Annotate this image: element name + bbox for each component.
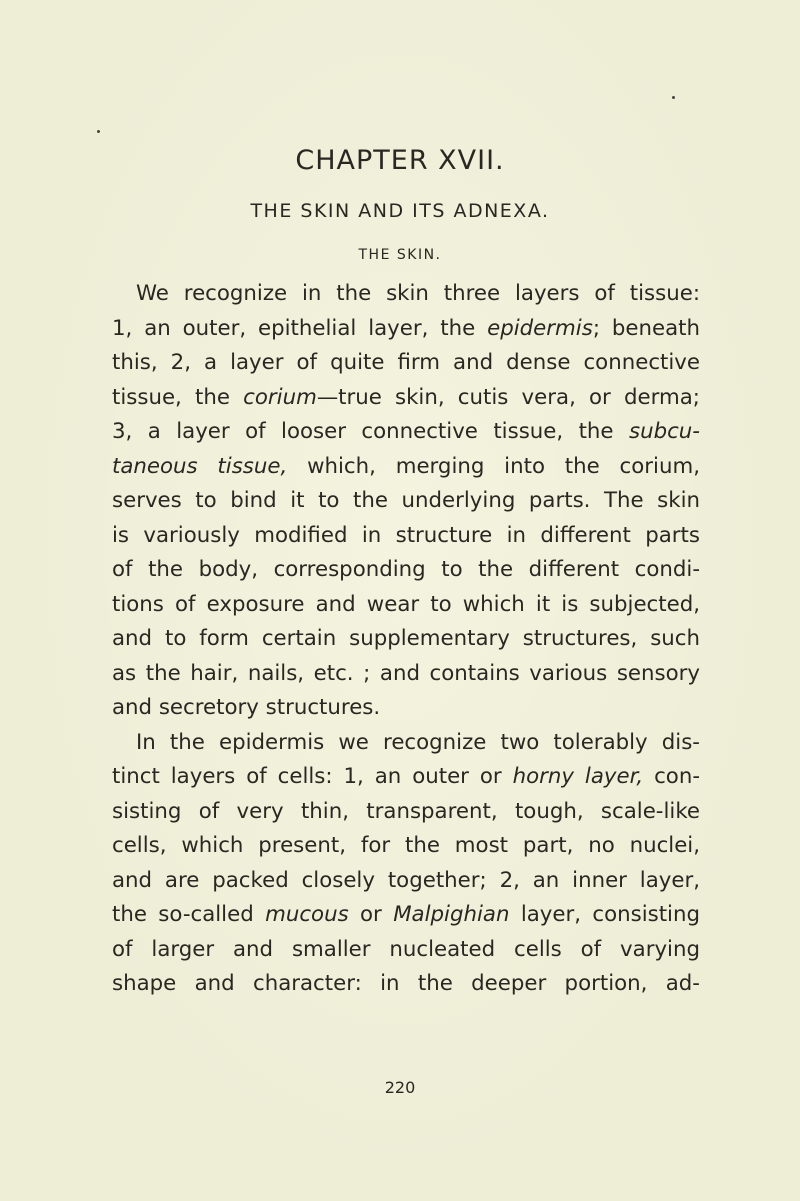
text-line: 3, a layer of looser connective tissue, the subcu- (112, 419, 700, 444)
page-number: 220 (384, 1078, 416, 1097)
chapter-subtitle: THE SKIN AND ITS ADNEXA. (250, 200, 550, 222)
text-line: tissue, the corium—true skin, cutis vera, or derma; (112, 384, 700, 410)
text-line: tinct layers of cells: 1, an outer or horny layer, con- (112, 764, 701, 789)
section-title: THE SKIN. (358, 247, 442, 263)
text-line: as the hair, nails, etc. ; and contains various sensory (112, 660, 700, 686)
text-line: of larger and smaller nucleated cells of varying (112, 936, 700, 962)
text-line: the so-called mucous or Malpighian layer, consisting (112, 902, 700, 927)
text-line: of the body, corresponding to the different condi- (112, 557, 700, 582)
text-line: sisting of very thin, transparent, tough, scale-like (112, 798, 700, 824)
term-mucous: mucous (265, 902, 349, 927)
text-line: tions of exposure and wear to which it is subjected, (112, 591, 700, 617)
term-subcutaneous-cont: taneous tissue, (112, 453, 288, 479)
text-line: cells, which present, for the most part, no nuclei, (112, 833, 700, 858)
text-line: and are packed closely together; 2, an inner layer, (112, 867, 700, 893)
text-line: and secretory structures. (112, 695, 381, 720)
text-line: this, 2, a layer of quite firm and dense connective (112, 350, 700, 375)
text-line: taneous tissue, which, merging into the corium, (112, 453, 700, 479)
term-epidermis: epidermis (487, 315, 593, 341)
text-line: and to form certain supplementary structures, such (112, 626, 700, 651)
paper-speck (97, 130, 100, 133)
text-line: shape and character: in the deeper portion, ad- (112, 971, 700, 996)
paper-speck (672, 96, 675, 99)
chapter-title: CHAPTER XVII. (295, 145, 505, 176)
text-line: 1, an outer, epithelial layer, the epidermis; beneath (112, 315, 700, 341)
term-horny-layer: horny layer, (512, 764, 644, 789)
term-malpighian: Malpighian (393, 902, 510, 927)
text-line: We recognize in the skin three layers of tissue: (136, 281, 700, 306)
body-text (112, 277, 700, 1002)
text-line: serves to bind it to the underlying parts. The skin (112, 488, 700, 513)
term-subcutaneous: subcu- (628, 419, 700, 444)
term-corium: corium (243, 384, 317, 410)
text-line: In the epidermis we recognize two tolerably dis- (136, 729, 700, 755)
text-line: is variously modified in structure in different parts (112, 522, 700, 548)
